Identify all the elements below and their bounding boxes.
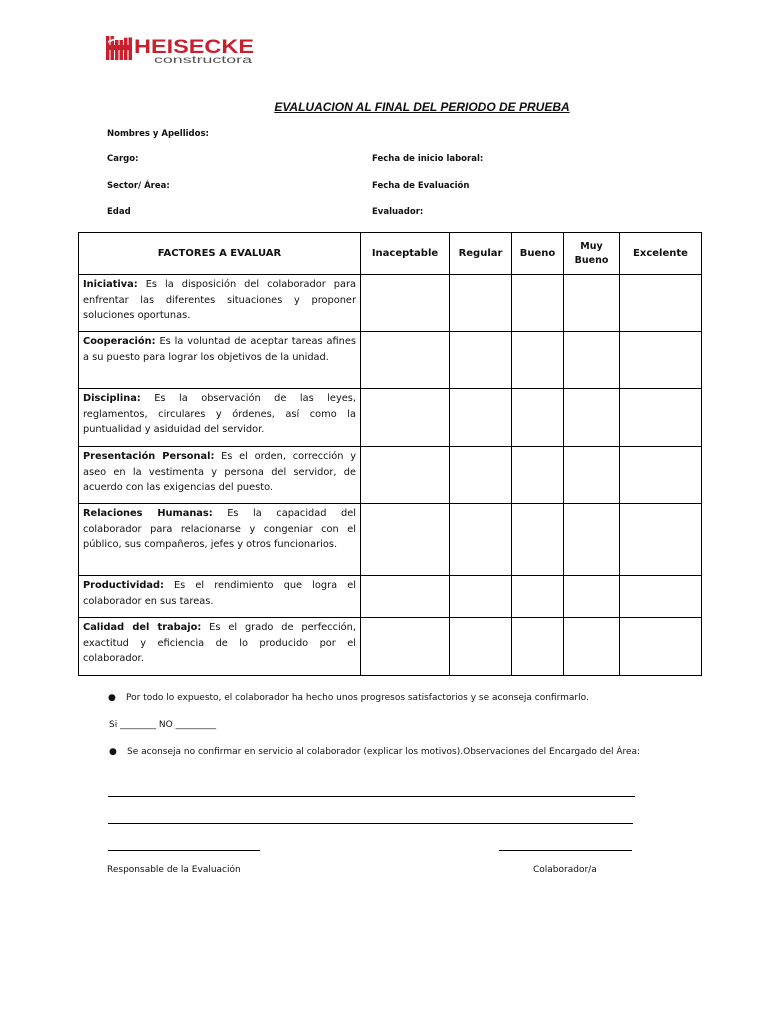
field-fecha-evaluacion: Fecha de Evaluación bbox=[372, 181, 470, 191]
rating-cell-inaceptable[interactable] bbox=[361, 447, 450, 504]
signature-line-colaborador[interactable] bbox=[499, 850, 632, 851]
label-colaborador: Colaborador/a bbox=[533, 865, 597, 875]
factor-name: Iniciativa: bbox=[83, 279, 138, 290]
rating-cell-inaceptable[interactable] bbox=[361, 389, 450, 447]
rating-cell-inaceptable[interactable] bbox=[361, 618, 450, 676]
rating-cell-excelente[interactable] bbox=[620, 618, 702, 676]
factor-presentacion-personal bbox=[79, 447, 361, 504]
rating-cell-inaceptable[interactable] bbox=[361, 576, 450, 618]
table-row bbox=[79, 332, 702, 389]
header-factores: FACTORES A EVALUAR bbox=[79, 233, 361, 275]
rating-cell-regular[interactable] bbox=[450, 576, 512, 618]
bullet-no-confirm bbox=[107, 746, 667, 758]
field-evaluador: Evaluador: bbox=[372, 207, 424, 217]
rating-cell-excelente[interactable] bbox=[620, 389, 702, 447]
rating-cell-muy-bueno[interactable] bbox=[564, 275, 620, 332]
heisecke-logo bbox=[106, 36, 258, 64]
rating-cell-excelente[interactable] bbox=[620, 275, 702, 332]
logo-subtitle: constructora bbox=[154, 55, 253, 64]
factor-iniciativa bbox=[79, 275, 361, 332]
bullet-confirm bbox=[108, 693, 708, 703]
field-nombres: Nombres y Apellidos: bbox=[107, 129, 209, 139]
rating-cell-regular[interactable] bbox=[450, 332, 512, 389]
factor-disciplina bbox=[79, 389, 361, 447]
factor-name: Calidad del trabajo: bbox=[83, 622, 202, 633]
rating-cell-muy-bueno[interactable] bbox=[564, 389, 620, 447]
evaluation-table bbox=[78, 232, 702, 676]
factor-cooperacion bbox=[79, 332, 361, 389]
header-excelente: Excelente bbox=[620, 233, 702, 275]
table-row bbox=[79, 618, 702, 676]
rating-cell-muy-bueno[interactable] bbox=[564, 332, 620, 389]
rating-cell-inaceptable[interactable] bbox=[361, 275, 450, 332]
bullet-icon: ● bbox=[108, 693, 116, 703]
rating-cell-regular[interactable] bbox=[450, 275, 512, 332]
factor-name: Relaciones Humanas: bbox=[83, 508, 213, 519]
factor-description: Es el orden, corrección y aseo en la vestimenta y persona del servidor, de acuerdo con las exigencias del puesto. bbox=[83, 451, 356, 494]
rating-cell-excelente[interactable] bbox=[620, 576, 702, 618]
rating-cell-muy-bueno[interactable] bbox=[564, 447, 620, 504]
rating-cell-inaceptable[interactable] bbox=[361, 332, 450, 389]
rating-cell-muy-bueno[interactable] bbox=[564, 618, 620, 676]
table-row bbox=[79, 504, 702, 576]
rating-cell-regular[interactable] bbox=[450, 618, 512, 676]
table-row bbox=[79, 275, 702, 332]
rating-cell-bueno[interactable] bbox=[512, 618, 564, 676]
rating-cell-bueno[interactable] bbox=[512, 332, 564, 389]
table-row bbox=[79, 576, 702, 618]
field-edad: Edad bbox=[107, 207, 131, 217]
factor-name: Disciplina: bbox=[83, 393, 141, 404]
factor-name: Presentación Personal: bbox=[83, 451, 215, 462]
factor-description: Es la disposición del colaborador para enfrentar las diferentes situaciones y proponer soluciones oportunas. bbox=[83, 279, 356, 322]
field-sector: Sector/ Área: bbox=[107, 181, 170, 191]
header-regular: Regular bbox=[450, 233, 512, 275]
rating-cell-bueno[interactable] bbox=[512, 504, 564, 576]
table-header-row bbox=[79, 233, 702, 275]
label-responsable: Responsable de la Evaluación bbox=[107, 865, 241, 875]
rating-cell-excelente[interactable] bbox=[620, 332, 702, 389]
factor-name: Productividad: bbox=[83, 580, 164, 591]
factor-relaciones-humanas bbox=[79, 504, 361, 576]
factor-name: Cooperación: bbox=[83, 336, 156, 347]
rating-cell-regular[interactable] bbox=[450, 504, 512, 576]
header-bueno: Bueno bbox=[512, 233, 564, 275]
rating-cell-inaceptable[interactable] bbox=[361, 504, 450, 576]
rating-cell-regular[interactable] bbox=[450, 447, 512, 504]
factor-description: Es la capacidad del colaborador para relacionarse y congeniar con el público, sus compañeros, jefes y otros funcionarios. bbox=[83, 508, 356, 551]
observation-line-1[interactable] bbox=[108, 796, 635, 797]
logo-wordmark: HEISECKE bbox=[134, 37, 254, 58]
si-no-choice: Si ________ NO _________ bbox=[109, 720, 217, 730]
rating-cell-bueno[interactable] bbox=[512, 576, 564, 618]
factor-description: Es el grado de perfección, exactitud y eficiencia de lo producido por el colaborador. bbox=[83, 622, 356, 665]
observation-line-2[interactable] bbox=[108, 823, 633, 824]
factor-calidad-trabajo bbox=[79, 618, 361, 676]
bullet-no-confirm-text: Se aconseja no confirmar en servicio al colaborador (explicar los motivos).Observaciones del Encargado del Área: bbox=[127, 747, 641, 757]
factor-description: Es la voluntad de aceptar tareas afines a su puesto para lograr los objetivos de la unidad. bbox=[83, 336, 356, 363]
rating-cell-muy-bueno[interactable] bbox=[564, 576, 620, 618]
factor-description: Es la observación de las leyes, reglamentos, circulares y órdenes, así como la puntualidad y asiduidad del servidor. bbox=[83, 393, 356, 436]
rating-cell-bueno[interactable] bbox=[512, 447, 564, 504]
table-row bbox=[79, 389, 702, 447]
rating-cell-bueno[interactable] bbox=[512, 275, 564, 332]
table-row bbox=[79, 447, 702, 504]
signature-line-responsable[interactable] bbox=[108, 850, 260, 851]
field-fecha-inicio: Fecha de inicio laboral: bbox=[372, 154, 484, 164]
bullet-confirm-text: Por todo lo expuesto, el colaborador ha hecho unos progresos satisfactorios y se aconseja confirmarlo. bbox=[126, 693, 589, 703]
bullet-icon: ● bbox=[109, 747, 117, 757]
rating-cell-bueno[interactable] bbox=[512, 389, 564, 447]
rating-cell-regular[interactable] bbox=[450, 389, 512, 447]
factor-productividad bbox=[79, 576, 361, 618]
rating-cell-excelente[interactable] bbox=[620, 447, 702, 504]
field-cargo: Cargo: bbox=[107, 154, 139, 164]
factor-description: Es el rendimiento que logra el colaborador en sus tareas. bbox=[83, 580, 356, 607]
rating-cell-excelente[interactable] bbox=[620, 504, 702, 576]
header-inaceptable: Inaceptable bbox=[361, 233, 450, 275]
rating-cell-muy-bueno[interactable] bbox=[564, 504, 620, 576]
header-muy-bueno: Muy Bueno bbox=[564, 233, 620, 275]
form-title: EVALUACION AL FINAL DEL PERIODO DE PRUEBA bbox=[274, 100, 570, 114]
